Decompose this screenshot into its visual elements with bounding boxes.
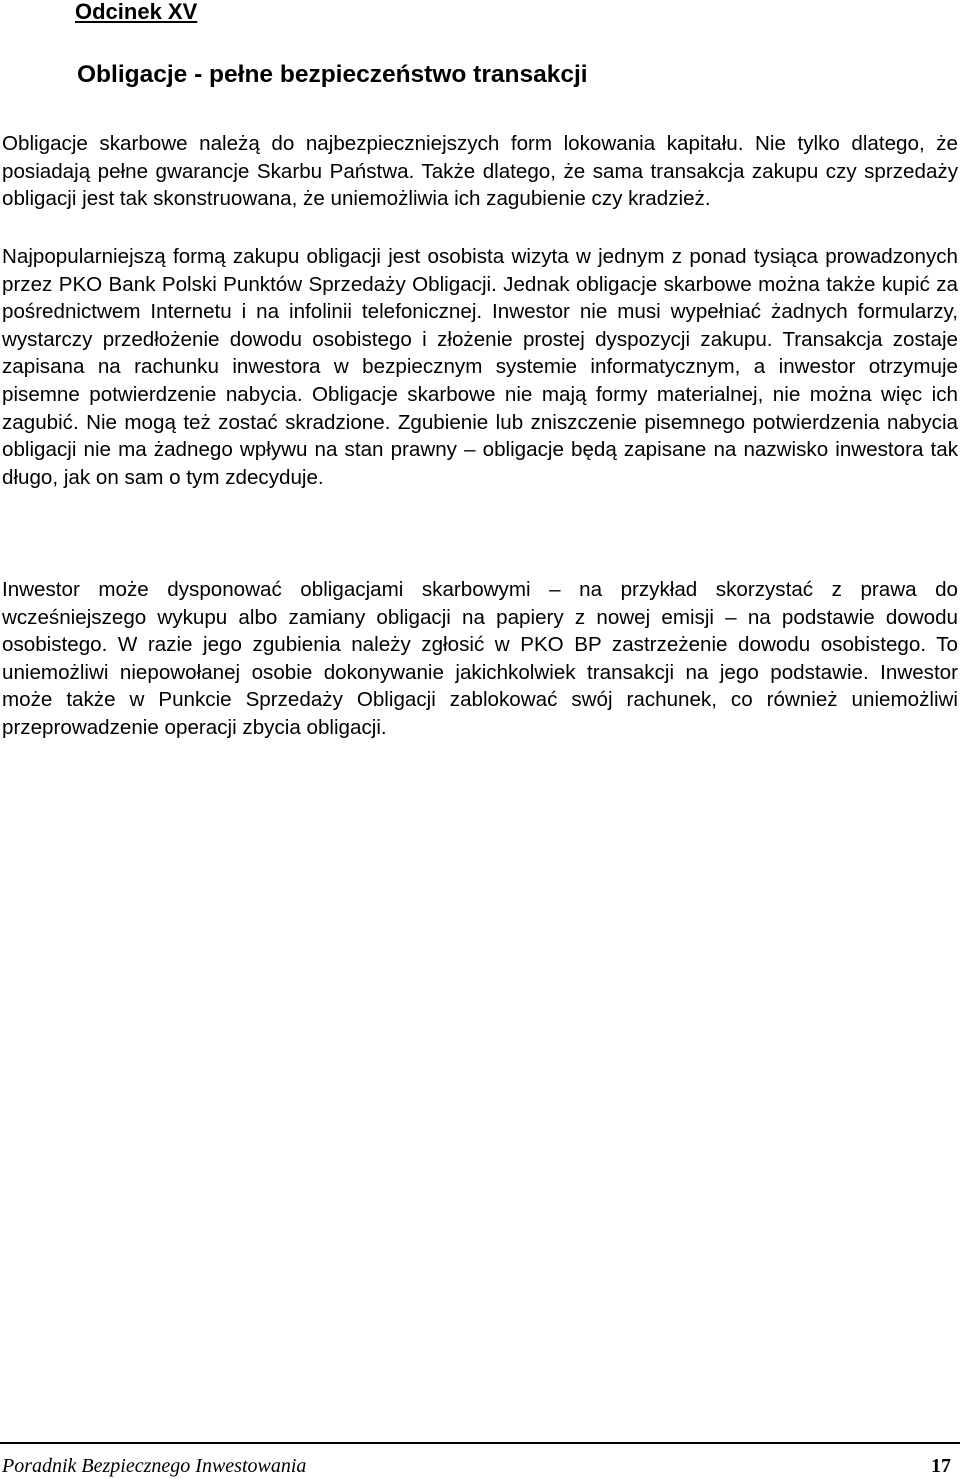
episode-label: Odcinek XV (75, 0, 198, 24)
footer-publication-title: Poradnik Bezpiecznego Inwestowania (2, 1455, 307, 1477)
footer-divider (0, 1442, 960, 1444)
page-number: 17 (931, 1455, 951, 1477)
paragraph-purchase: Najpopularniejszą formą zakupu obligacji jest osobista wizyta w jednym z ponad tysiąca prowadzonych przez PKO Bank Polski Punktów Sprzedaży Obligacji. Jednak obligacje skarbowe można także kupić za pośrednictwem Internetu i na infolinii telefonicznej. Inwestor nie musi wypełniać żadnych formularzy, wystarczy przedłożenie dowodu osobistego i złożenie prostej dyspozycji zakupu. Transakcja zostaje zapisana na rachunku inwestora w bezpiecznym systemie informatycznym, a inwestor otrzymuje pisemne potwierdzenie nabycia. Obligacje skarbowe nie mają formy materialnej, nie można więc ich zagubić. Nie mogą też zostać skradzione. Zgubienie lub zniszczenie pisemnego potwierdzenia nabycia obligacji nie ma żadnego wpływu na stan prawny – obligacje będą zapisane na nazwisko inwestora tak długo, jak on sam o tym zdecyduje. (2, 245, 958, 489)
paragraph-disposal: Inwestor może dysponować obligacjami skarbowymi – na przykład skorzystać z prawa do wcześniejszego wykupu albo zamiany obligacji na papiery z nowej emisji – na podstawie dowodu osobistego. W razie jego zgubienia należy zgłosić w PKO BP zastrzeżenie dowodu osobistego. To uniemożliwi niepowołanej osobie dokonywanie jakichkolwiek transakcji na jego podstawie. Inwestor może także w Punkcie Sprzedaży Obligacji zablokować swój rachunek, co również uniemożliwi przeprowadzenie operacji zbycia obligacji. (2, 578, 958, 739)
paragraph-intro: Obligacje skarbowe należą do najbezpieczniejszych form lokowania kapitału. Nie tylko dlatego, że posiadają pełne gwarancje Skarbu Państwa. Także dlatego, że sama transakcja zakupu czy sprzedaży obligacji jest tak skonstruowana, że uniemożliwia ich zagubienie czy kradzież. (2, 132, 958, 211)
page-title: Obligacje - pełne bezpieczeństwo transakcji (77, 61, 588, 88)
